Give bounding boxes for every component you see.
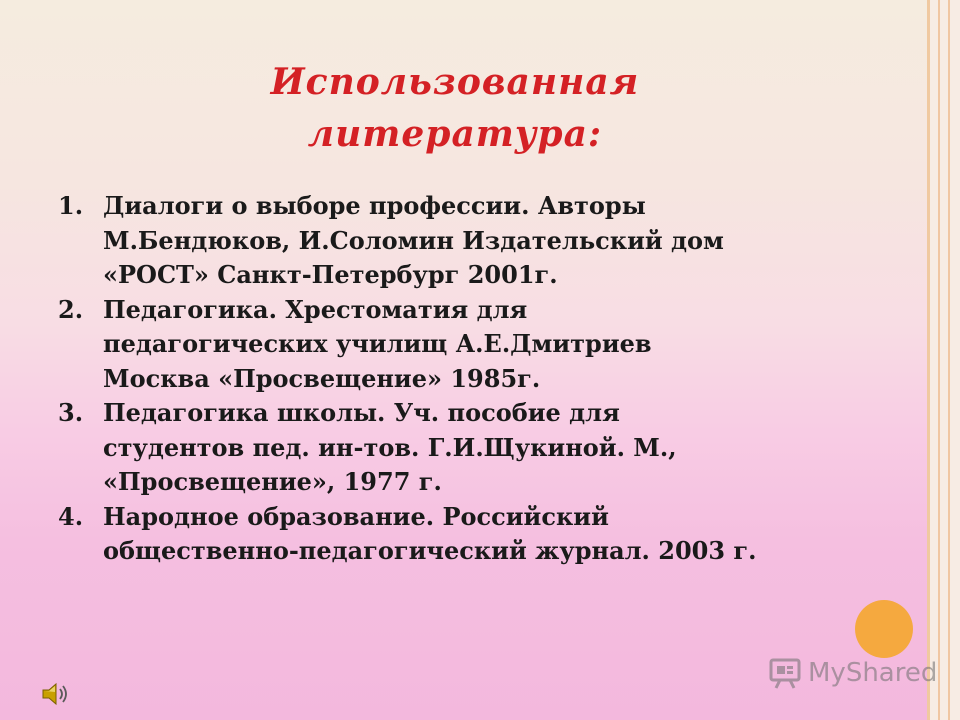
reference-list: [58, 189, 898, 569]
title-line-1: Использованная: [270, 61, 640, 103]
orange-circle-decoration: [855, 600, 913, 658]
reference-item: [58, 500, 898, 569]
frame-line: [938, 0, 940, 720]
reference-line: Педагогика. Хрестоматия для: [103, 294, 528, 324]
reference-line: студентов пед. ин-тов. Г.И.Щукиной. М.,: [103, 432, 677, 462]
reference-number: 2.: [58, 294, 84, 324]
title-line-2: литература:: [307, 113, 603, 155]
myshared-logo-icon: [768, 656, 804, 690]
reference-line: «Просвещение», 1977 г.: [103, 467, 442, 496]
reference-line: М.Бендюков, И.Соломин Издательский дом: [103, 225, 724, 255]
reference-line: Москва «Просвещение» 1985г.: [103, 363, 541, 393]
reference-line: Диалоги о выборе профессии. Авторы: [103, 191, 646, 220]
slide-title: [0, 56, 910, 160]
speaker-icon[interactable]: [40, 680, 70, 712]
reference-item: [58, 396, 898, 500]
frame-line: [948, 0, 950, 720]
reference-number: 1.: [58, 191, 84, 220]
reference-item: [58, 189, 898, 293]
reference-number: 3.: [58, 398, 84, 427]
reference-line: педагогических училищ А.Е.Дмитриев: [103, 329, 652, 358]
reference-line: общественно-педагогический журнал. 2003 г.: [103, 536, 757, 565]
reference-number: 4.: [58, 501, 84, 531]
reference-line: Народное образование. Российский: [103, 501, 609, 531]
reference-line: «РОСТ» Санкт-Петербург 2001г.: [103, 260, 558, 289]
watermark: [768, 656, 937, 690]
watermark-text: MyShared: [808, 658, 938, 688]
right-frame-decoration: [927, 0, 960, 720]
reference-item: [58, 293, 898, 397]
reference-line: Педагогика школы. Уч. пособие для: [103, 398, 620, 427]
